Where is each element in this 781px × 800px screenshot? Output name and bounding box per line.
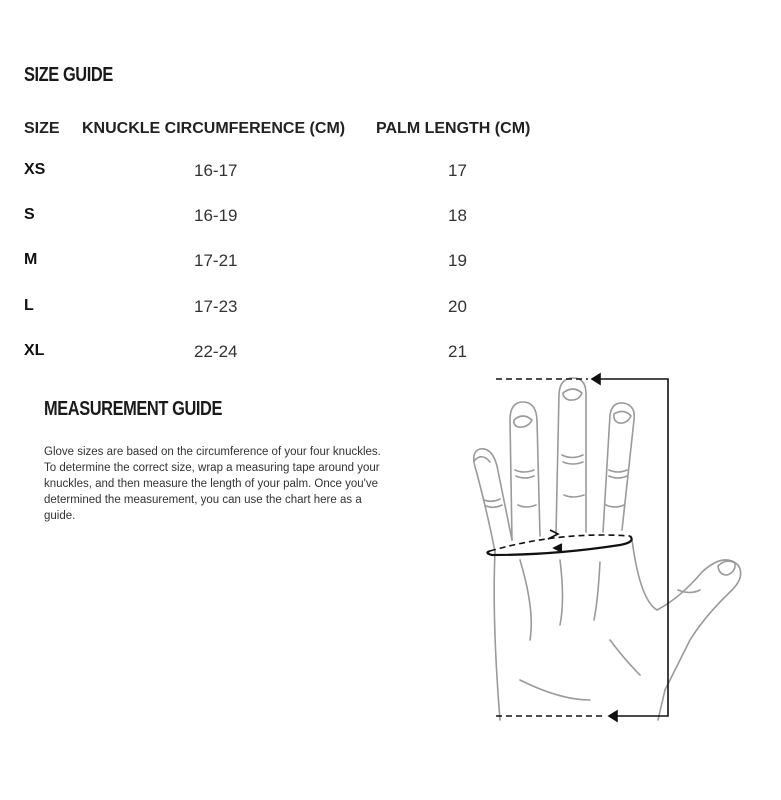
- header-palm-length: PALM LENGTH (CM): [376, 120, 531, 137]
- palm-cell: 21: [448, 342, 467, 361]
- palm-cell: 18: [448, 206, 467, 225]
- size-cell: S: [24, 206, 35, 223]
- table-row: [0, 161, 781, 185]
- knuckle-cell: 16-17: [194, 161, 238, 180]
- size-cell: XL: [24, 342, 45, 359]
- table-row: [0, 251, 781, 275]
- palm-cell: 20: [448, 297, 467, 316]
- size-cell: M: [24, 251, 38, 268]
- table-row: [0, 297, 781, 321]
- palm-cell: 19: [448, 251, 467, 270]
- knuckle-cell: 17-23: [194, 297, 238, 316]
- palm-outline: [494, 552, 500, 720]
- knuckle-cell: 16-19: [194, 206, 238, 225]
- knuckle-measure-tape: [487, 530, 631, 555]
- header-knuckle-circumference: KNUCKLE CIRCUMFERENCE (CM): [82, 120, 346, 137]
- size-cell: XS: [24, 161, 46, 178]
- hand-measurement-icon: [460, 370, 750, 730]
- size-guide-title: SIZE GUIDE: [24, 64, 113, 86]
- table-row: [0, 342, 781, 366]
- table-row: [0, 206, 781, 230]
- size-cell: L: [24, 297, 34, 314]
- measurement-guide-text: Glove sizes are based on the circumference of your four knuckles. To determine the correct size, wrap a measuring tape around your knuckles, and then measure the length of your palm. Once you've determined the measurement, you can use the chart here as a guide.: [44, 446, 381, 522]
- palm-cell: 17: [448, 161, 467, 180]
- knuckle-cell: 22-24: [194, 342, 238, 361]
- palm-length-measure: [496, 374, 668, 721]
- knuckle-cell: 17-21: [194, 251, 238, 270]
- measurement-guide-title: MEASUREMENT GUIDE: [44, 398, 223, 420]
- header-size: SIZE: [24, 120, 60, 137]
